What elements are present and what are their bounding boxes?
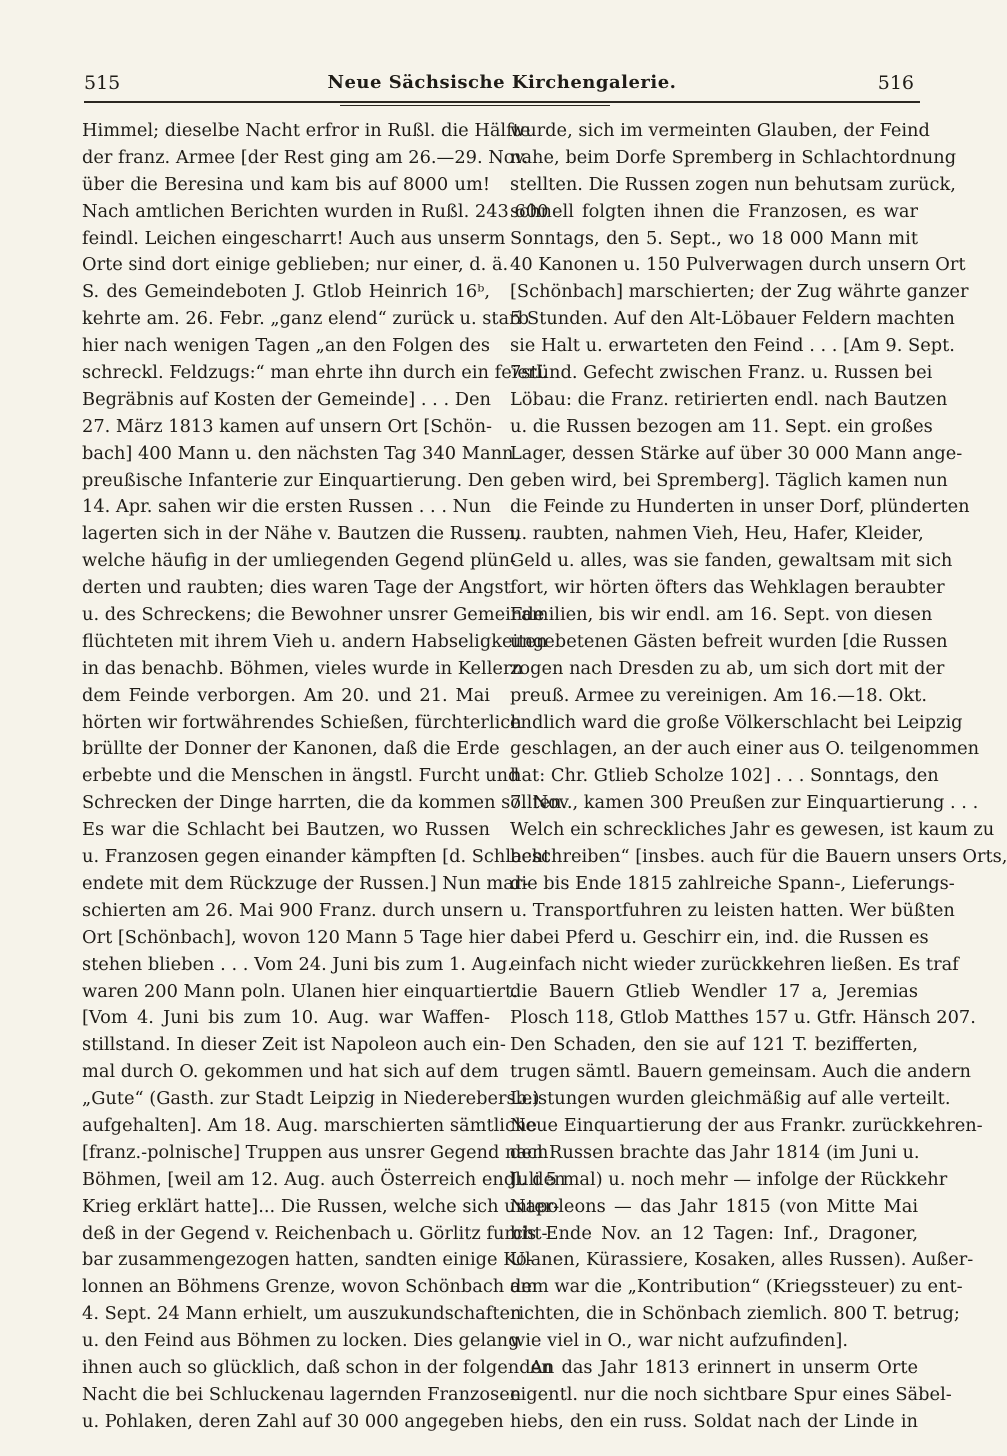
text-line: beschreiben“ [insbes. auch für die Bauern unsers Orts, (510, 846, 1007, 868)
text-line: zogen nach Dresden zu ab, um sich dort mit der (510, 657, 945, 679)
text-line: geben wird, bei Spremberg]. Täglich kamen nun (510, 469, 948, 491)
text-line: „Gute“ (Gasth. zur Stadt Leipzig in Niederebersb.) (82, 1088, 540, 1110)
text-line: Nacht die bei Schluckenau lagernden Franzosen (82, 1383, 522, 1405)
text-line: Schrecken der Dinge harrten, die da kommen sollten. (82, 792, 568, 814)
text-line: einfach nicht wieder zurückkehren ließen. Es traf (510, 953, 959, 975)
text-line: u. Franzosen gegen einander kämpften [d. Schlacht (82, 846, 551, 868)
text-line: Es war die Schlacht bei Bautzen, wo Russen (82, 819, 490, 841)
text-line: in das benachb. Böhmen, vieles wurde in Kellern (82, 657, 523, 679)
text-line: 5 Stunden. Auf den Alt-Löbauer Feldern machten (510, 308, 955, 330)
page-number-right: 516 (877, 72, 914, 94)
text-line: u. Pohlaken, deren Zahl auf 30 000 angegeben (82, 1410, 504, 1432)
text-line: die bis Ende 1815 zahlreiche Spann-, Lieferungs- (510, 872, 955, 894)
text-line: 27. März 1813 kamen auf unsern Ort [Schön- (82, 415, 493, 437)
text-line: u. des Schreckens; die Bewohner unsrer Gemeinde (82, 604, 545, 626)
text-line: 14. Apr. sahen wir die ersten Russen . . . Nun (82, 496, 492, 518)
text-line: geschlagen, an der auch einer aus O. teilgenommen (510, 738, 980, 760)
text-line: die Bauern Gtlieb Wendler 17 a, Jeremias (510, 980, 918, 1002)
text-line: schnell folgten ihnen die Franzosen, es war (510, 200, 918, 222)
text-line: Plosch 118, Gtlob Matthes 157 u. Gtfr. Hänsch 207. (510, 1007, 976, 1029)
text-line: ungebetenen Gästen befreit wurden [die Russen (510, 630, 948, 652)
text-line: welche häufig in der umliegenden Gegend plün- (82, 550, 516, 572)
text-line: eigentl. nur die noch sichtbare Spur eines Säbel- (510, 1383, 952, 1405)
text-line: fort, wir hörten öfters das Wehklagen beraubter (510, 577, 945, 599)
text-line: Löbau: die Franz. retirierten endl. nach Bautzen (510, 388, 948, 410)
text-line: Leistungen wurden gleichmäßig auf alle verteilt. (510, 1088, 951, 1110)
text-line: Welch ein schreckliches Jahr es gewesen, ist kaum zu (510, 819, 995, 841)
text-line: u. die Russen bezogen am 11. Sept. ein großes (510, 415, 933, 437)
text-line: den Russen brachte das Jahr 1814 (im Juni u. (510, 1141, 920, 1163)
text-line: [Schönbach] marschierten; der Zug währte ganzer (510, 281, 969, 303)
right-column (510, 118, 1007, 1436)
text-line: brüllte der Donner der Kanonen, daß die Erde (82, 738, 500, 760)
text-line: nahe, beim Dorfe Spremberg in Schlachtordnung (510, 146, 957, 168)
text-line: bis Ende Nov. an 12 Tagen: Inf., Dragoner, (510, 1222, 918, 1244)
running-title: Neue Sächsische Kirchengalerie. (327, 72, 677, 93)
text-line: dem Feinde verborgen. Am 20. und 21. Mai (82, 684, 490, 706)
text-line: dem war die „Kontribution“ (Kriegssteuer) zu ent- (510, 1276, 963, 1298)
text-line: Himmel; dieselbe Nacht erfror in Rußl. die Hälfte (82, 120, 531, 141)
text-line: preußische Infanterie zur Einquartierung. Den (82, 469, 504, 491)
text-line: endlich ward die große Völkerschlacht bei Leipzig (510, 711, 963, 733)
text-line: endete mit dem Rückzuge der Russen.] Nun mar- (82, 872, 529, 894)
text-line: Orte sind dort einige geblieben; nur einer, d. ä. (82, 254, 509, 276)
text-line: schierten am 26. Mai 900 Franz. durch unsern (82, 899, 504, 921)
text-line: Ulanen, Kürassiere, Kosaken, alles Russen). Außer- (510, 1249, 974, 1271)
text-line: Krieg erklärt hatte]... Die Russen, welche sich unter- (82, 1195, 560, 1217)
left-column (82, 118, 568, 1436)
text-line: Neue Einquartierung der aus Frankr. zurückkehren- (510, 1114, 983, 1136)
text-line: u. raubten, nahmen Vieh, Heu, Hafer, Kleider, (510, 523, 924, 545)
text-line: Den Schaden, den sie auf 121 T. bezifferten, (510, 1034, 918, 1056)
header-rule (84, 101, 920, 103)
text-line: 7. Nov., kamen 300 Preußen zur Einquartierung . . . (510, 792, 979, 814)
text-line: sie Halt u. erwarteten den Feind . . . [Am 9. Sept. (510, 335, 955, 357)
text-line: derten und raubten; dies waren Tage der Angst (82, 577, 511, 599)
text-line: feindl. Leichen eingescharrt! Auch aus unserm (82, 227, 506, 249)
page-number-left: 515 (84, 72, 121, 94)
text-line: stellten. Die Russen zogen nun behutsam zurück, (510, 173, 956, 195)
text-line: richten, die in Schönbach ziemlich. 800 T. betrug; (510, 1303, 960, 1325)
text-line: schreckl. Feldzugs:“ man ehrte ihn durch ein feierl. (82, 362, 548, 384)
text-line: Nach amtlichen Berichten wurden in Rußl. 243 600 (82, 200, 549, 222)
text-line: hiebs, den ein russ. Soldat nach der Linde in (510, 1410, 918, 1432)
header-rule-short (340, 105, 610, 106)
text-line: Begräbnis auf Kosten der Gemeinde] . . . Den (82, 388, 492, 410)
text-line: bar zusammengezogen hatten, sandten einige Ko- (82, 1249, 533, 1271)
text-line: Napoleons — das Jahr 1815 (von Mitte Mai (510, 1195, 918, 1217)
text-line: Familien, bis wir endl. am 16. Sept. von diesen (510, 604, 933, 626)
text-line: Geld u. alles, was sie fanden, gewaltsam mit sich (510, 550, 953, 572)
text-line: [franz.-polnische] Truppen aus unsrer Gegend nach (82, 1141, 549, 1163)
text-line: stillstand. In dieser Zeit ist Napoleon auch ein- (82, 1034, 506, 1056)
text-line: lonnen an Böhmens Grenze, wovon Schönbach am (82, 1276, 538, 1298)
text-line: [Vom 4. Juni bis zum 10. Aug. war Waffen- (82, 1007, 490, 1029)
text-line: Lager, dessen Stärke auf über 30 000 Mann ange- (510, 442, 963, 464)
text-line: hat: Chr. Gtlieb Scholze 102] . . . Sonntags, den (510, 765, 939, 787)
text-line: aufgehalten]. Am 18. Aug. marschierten sämtliche (82, 1114, 537, 1136)
text-line: trugen sämtl. Bauern gemeinsam. Auch die andern (510, 1061, 971, 1083)
text-line: hörten wir fortwährendes Schießen, fürchterlich (82, 711, 522, 733)
text-line: u. Transportfuhren zu leisten hatten. Wer büßten (510, 899, 955, 921)
text-line: 4. Sept. 24 Mann erhielt, um auszukundschaften (82, 1303, 522, 1325)
text-line: erbebte und die Menschen in ängstl. Furcht und (82, 765, 520, 787)
text-line: dabei Pferd u. Geschirr ein, ind. die Russen es (510, 926, 929, 948)
text-line: lagerten sich in der Nähe v. Bautzen die Russen, (82, 523, 521, 545)
text-line: wurde, sich im vermeinten Glauben, der Feind (510, 120, 930, 141)
text-line: mal durch O. gekommen und hat sich auf dem (82, 1061, 499, 1083)
text-line: ihnen auch so glücklich, daß schon in der folgenden (82, 1356, 553, 1378)
page-header (84, 72, 920, 102)
text-line: u. den Feind aus Böhmen zu locken. Dies gelang (82, 1330, 520, 1352)
text-line: 40 Kanonen u. 150 Pulverwagen durch unsern Ort (510, 254, 966, 276)
text-line: waren 200 Mann poln. Ulanen hier einquartiert. (82, 980, 518, 1002)
text-line: flüchteten mit ihrem Vieh u. andern Habseligkeiten (82, 630, 548, 652)
text-line: bach] 400 Mann u. den nächsten Tag 340 Mann (82, 442, 514, 464)
text-line: Ort [Schönbach], wovon 120 Mann 5 Tage hier (82, 926, 505, 948)
text-line: wie viel in O., war nicht aufzufinden]. (510, 1330, 848, 1352)
text-line: über die Beresina und kam bis auf 8000 um! (82, 173, 490, 195)
text-line: Böhmen, [weil am 12. Aug. auch Österreich endl. den (82, 1168, 566, 1190)
text-line: deß in der Gegend v. Reichenbach u. Görlitz furcht- (82, 1222, 548, 1244)
text-line: An das Jahr 1813 erinnert in unserm Orte (530, 1356, 918, 1378)
text-line: stehen blieben . . . Vom 24. Juni bis zum 1. Aug. (82, 953, 513, 975)
text-line: kehrte am. 26. Febr. „ganz elend“ zurück u. starb (82, 308, 530, 330)
text-line: S. des Gemeindeboten J. Gtlob Heinrich 16ᵇ, (82, 281, 490, 303)
text-line: hier nach wenigen Tagen „an den Folgen des (82, 335, 490, 357)
text-line: die Feinde zu Hunderten in unser Dorf, plünderten (510, 496, 970, 518)
text-line: 7stünd. Gefecht zwischen Franz. u. Russen bei (510, 362, 933, 384)
text-line: Juli 5 mal) u. noch mehr — infolge der Rückkehr (510, 1168, 948, 1190)
text-line: Sonntags, den 5. Sept., wo 18 000 Mann mit (510, 227, 918, 249)
text-line: preuß. Armee zu vereinigen. Am 16.—18. Okt. (510, 684, 927, 706)
text-line: der franz. Armee [der Rest ging am 26.—29. Nov. (82, 146, 529, 168)
